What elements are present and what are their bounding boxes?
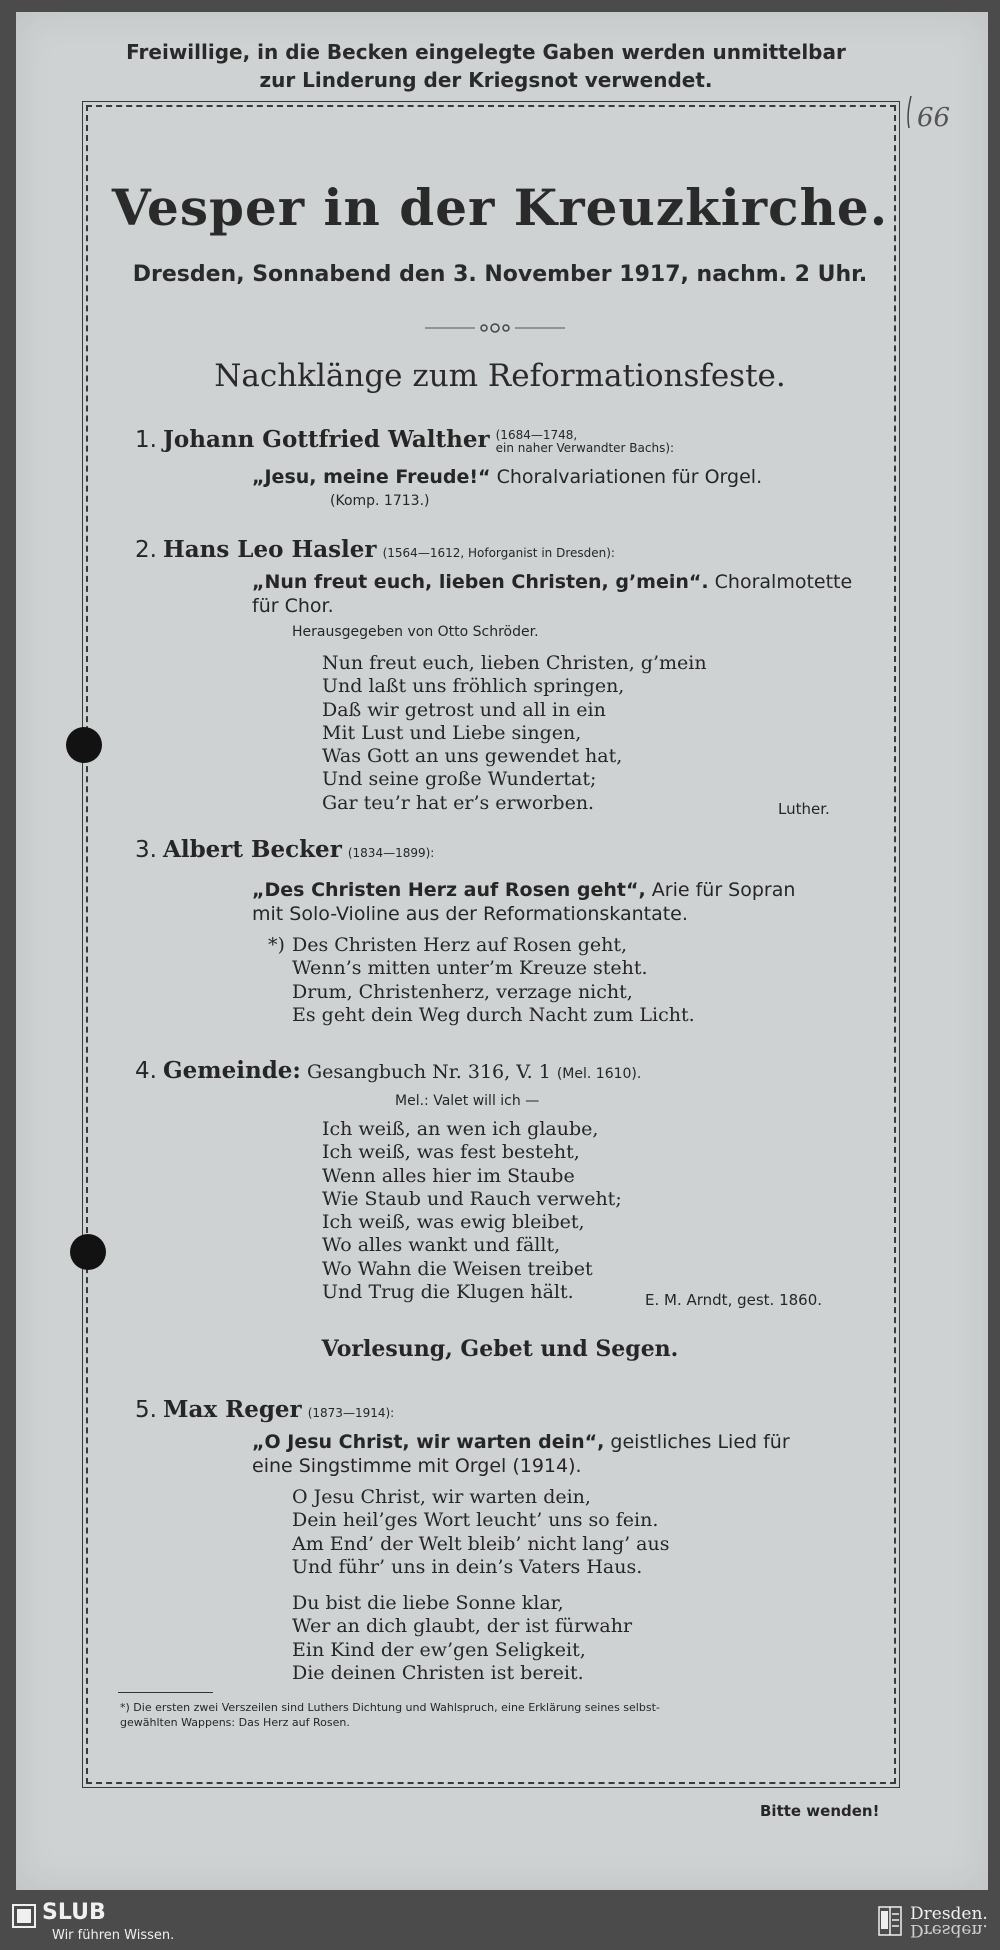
composer-dates: (1834—1899): [347,846,435,860]
work-description-cont: mit Solo-Violine aus der Reformationskantate. [252,903,688,925]
verse-line: Wo Wahn die Weisen treibet [322,1257,593,1280]
work-description-cont: für Chor. [252,595,334,617]
punch-hole [66,727,102,763]
footnote [120,1700,880,1730]
verse-line: Drum, Christenherz, verzage nicht, [292,980,633,1003]
donation-notice-line2: zur Linderung der Kriegsnot verwendet. [259,68,713,92]
program-item-4-verse [322,1118,622,1304]
program-item-2-work [252,570,852,618]
work-description: Arie für Sopran [645,879,796,901]
page-title: Vesper in der Kreuzkirche. [111,178,889,237]
program-item-1-header [135,428,674,455]
verse-line: Du bist die liebe Sonne klar, [292,1592,564,1614]
footnote-line: *) Die ersten zwei Verszeilen sind Luthers Dichtung und Wahlspruch, eine Erklärung seines selbst- [120,1701,660,1714]
verse-line: Und seine große Wundertat; [322,768,597,791]
verse-line: Und Trug die Klugen hält. [322,1281,574,1304]
dresden-wordmark[interactable]: Dresden. Dresden. [910,1904,988,1940]
verse-line: Daß wir getrost und all in ein [322,698,606,721]
verse-line: Und laßt uns fröhlich springen, [322,675,625,698]
verse-line: Wo alles wankt und fällt, [322,1234,561,1257]
composer-dates: (1564—1612, Hoforganist in Dresden): [382,546,615,560]
program-item-2-verse [322,652,707,815]
please-turn-note: Bitte wenden! [760,1802,880,1820]
slub-tagline: Wir führen Wissen. [52,1928,175,1943]
verse-line: Am End’ der Welt bleib’ nicht lang’ aus [292,1532,670,1555]
program-item-5-verse-1 [292,1486,670,1579]
item-number: 2. [135,537,157,563]
verse-line: Ein Kind der ew’gen Seligkeit, [292,1638,586,1661]
verse-line: Wenn alles hier im Staube [322,1164,575,1187]
verse-line: Wie Staub und Rauch verweht; [322,1187,622,1210]
donation-notice-line1: Freiwillige, in die Becken eingelegte Gaben werden unmittelbar [126,40,846,64]
program-item-5-work [252,1430,790,1478]
work-description: Choralvariationen für Orgel. [490,466,763,488]
verse-line: Es geht dein Weg durch Nacht zum Licht. [292,1003,695,1026]
verse-line: Und führ’ uns in dein’s Vaters Haus. [292,1555,643,1578]
program-item-3-header [135,838,434,865]
verse-line: O Jesu Christ, wir warten dein, [292,1486,591,1508]
verse-line: Dein heil’ges Wort leucht’ uns so fein. [292,1509,659,1532]
program-item-3-verse [292,934,695,1027]
program-item-4-credit: E. M. Arndt, gest. 1860. [645,1291,823,1309]
program-item-1-meta: (Komp. 1713.) [330,493,430,509]
composer-name: Max Reger [163,1396,302,1423]
dresden-crest-icon [878,1906,902,1936]
item-number: 3. [135,837,157,863]
composer-dates: (1873—1914): [307,1406,395,1420]
handwritten-page-mark [903,88,963,148]
slub-logo-icon [12,1904,36,1928]
hymn-reference: Gesangbuch Nr. 316, V. 1 [306,1061,551,1083]
footnote-line: gewählten Wappens: Das Herz auf Rosen. [120,1716,350,1729]
verse-line: Nun freut euch, lieben Christen, g’mein [322,652,707,674]
program-item-3-verse-mark: *) [268,934,285,956]
work-description: geistliches Lied für [604,1431,790,1453]
punch-hole [70,1234,106,1270]
program-item-4-header [135,1059,641,1086]
verse-line: Ich weiß, was fest besteht, [322,1141,580,1164]
work-description: Choralmotette [708,571,853,593]
handwritten-number: 66 [917,103,951,133]
event-date: Dresden, Sonnabend den 3. November 1917, nachm. 2 Uhr. [132,262,868,287]
congregation-label: Gemeinde: [163,1057,301,1084]
verse-line: Wenn’s mitten unter’m Kreuze steht. [292,957,648,980]
hymn-melody-year: (Mel. 1610). [556,1066,642,1082]
donation-notice [0,38,972,94]
verse-line: Ich weiß, was ewig bleibet, [322,1211,585,1234]
verse-line: Gar teu’r hat er’s erworben. [322,791,595,814]
program-item-3-work [252,878,795,926]
work-title: „Jesu, meine Freude!“ [252,466,491,488]
item-number: 4. [135,1058,157,1084]
composer-name: Albert Becker [163,836,342,863]
program-item-2-header [135,538,615,565]
program-item-5-header [135,1398,394,1425]
verse-line: Des Christen Herz auf Rosen geht, [292,934,628,956]
composer-name: Hans Leo Hasler [163,536,377,563]
program-item-2-credit: Luther. [778,800,830,818]
verse-line: Wer an dich glaubt, der ist fürwahr [292,1615,633,1638]
program-item-5-verse-2 [292,1592,632,1685]
slub-name[interactable]: SLUB [42,1900,106,1925]
footnote-divider [118,1692,213,1693]
program-item-4-meta: Mel.: Valet will ich — [395,1093,540,1109]
item-number: 5. [135,1397,157,1423]
section-heading: Nachklänge zum Reformationsfeste. [214,358,786,394]
work-title: „O Jesu Christ, wir warten dein“, [252,1431,605,1453]
program-item-1-work [252,465,762,489]
program-item-2-meta: Herausgegeben von Otto Schröder. [292,624,539,640]
composer-name: Johann Gottfried Walther [163,426,490,453]
verse-line: Die deinen Christen ist bereit. [292,1661,584,1684]
ornament-divider [420,318,570,338]
work-title: „Nun freut euch, lieben Christen, g’mein“. [252,571,709,593]
verse-line: Mit Lust und Liebe singen, [322,721,582,744]
work-title: „Des Christen Herz auf Rosen geht“, [252,879,646,901]
item-number: 1. [135,427,157,453]
composer-dates: (1684—1748, ein naher Verwandter Bachs): [495,428,675,455]
verse-line: Was Gott an uns gewendet hat, [322,745,623,768]
interlude-heading: Vorlesung, Gebet und Segen. [321,1336,679,1362]
work-description-cont: eine Singstimme mit Orgel (1914). [252,1455,582,1477]
verse-line: Ich weiß, an wen ich glaube, [322,1118,599,1140]
